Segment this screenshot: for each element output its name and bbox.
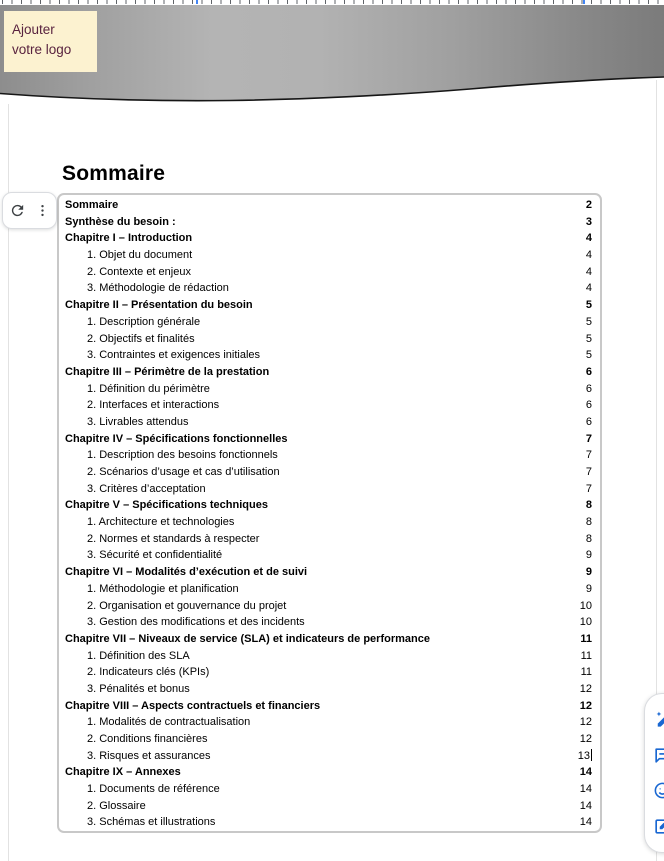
toc-entry-label: 1. Description générale [87, 315, 201, 328]
toc-entry-page: 11 [580, 632, 592, 645]
toc-entry-page: 11 [580, 666, 592, 679]
toc-entry-label: 2. Objectifs et finalités [87, 332, 195, 345]
add-comment-icon [653, 746, 664, 765]
toc-entry-label: Chapitre VIII – Aspects contractuels et financiers [65, 699, 321, 712]
suggest-edits-button[interactable] [652, 816, 664, 836]
toc-entry-label: 3. Sécurité et confidentialité [87, 549, 223, 562]
toc-entry-label: 1. Objet du document [87, 249, 193, 262]
toc-entry[interactable] [63, 698, 592, 715]
toc-entry-label: 2. Indicateurs clés (KPIs) [87, 666, 210, 679]
toc-entry[interactable] [63, 297, 592, 314]
toc-entry-page: 4 [585, 232, 592, 245]
emoji-reaction-icon [653, 781, 664, 800]
toc-entry-page: 13 [577, 749, 590, 762]
toc-entry-page: 14 [579, 766, 592, 779]
toc-entry-page: 14 [579, 799, 592, 812]
toc-entry-page: 7 [585, 449, 592, 462]
toc-entry-page: 14 [579, 816, 592, 829]
toc-entry[interactable] [63, 414, 592, 431]
toc-entry[interactable] [63, 814, 592, 831]
toc-toolbar [2, 192, 57, 229]
toc-entry-page: 12 [579, 733, 592, 745]
toc-entry-page: 9 [585, 549, 592, 562]
help-me-write-icon [653, 710, 664, 729]
logo-placeholder[interactable] [4, 11, 97, 72]
toc-entry[interactable] [63, 547, 592, 564]
toc-entry-page: 5 [585, 315, 592, 328]
toc-entry-page: 5 [585, 299, 592, 312]
toc-entry-label: 3. Pénalités et bonus [87, 682, 190, 695]
toc-entry-page: 5 [585, 332, 592, 345]
toc-entry-page: 12 [579, 682, 592, 695]
toc-entry[interactable] [63, 464, 592, 481]
toc-entry-page: 7 [585, 482, 592, 495]
toc-entry[interactable] [63, 764, 592, 781]
toc-entry-label: 1. Définition du périmètre [87, 382, 210, 395]
header-wave-graphic [0, 0, 664, 105]
toc-entry-label: Chapitre I – Introduction [65, 232, 193, 245]
toc-entry-label: Chapitre IV – Spécifications fonctionnelles [65, 432, 288, 445]
toc-entry[interactable] [63, 397, 592, 414]
toc-entry-label: 2. Glossaire [87, 799, 146, 812]
toc-entry-label: 2. Contexte et enjeux [87, 265, 191, 278]
toc-entry[interactable] [63, 748, 592, 765]
toc-entry-page: 10 [579, 616, 592, 629]
more-options-icon [35, 203, 50, 218]
text-cursor [591, 749, 592, 761]
toc-entry[interactable] [63, 431, 592, 448]
toc-entry[interactable] [63, 247, 592, 264]
toc-entry[interactable] [63, 798, 592, 815]
toc-entry-page: 14 [579, 783, 592, 796]
toc-entry-page: 4 [585, 282, 592, 295]
ruler-margin-marker[interactable] [196, 0, 198, 4]
toc-entry-page: 12 [579, 699, 592, 712]
toc-entry-page: 6 [585, 382, 592, 395]
toc-entry-label: Chapitre V – Spécifications techniques [65, 499, 268, 512]
toc-entry-label: 1. Documents de référence [87, 783, 220, 796]
toc-entry[interactable] [63, 381, 592, 398]
toc-entry[interactable] [63, 481, 592, 498]
toc-entry-label: Chapitre III – Périmètre de la prestation [65, 365, 270, 378]
toc-entry-page: 2 [585, 199, 592, 211]
toc-entry[interactable] [63, 497, 592, 514]
toc-entry-label: Chapitre II – Présentation du besoin [65, 299, 253, 312]
toc-entry-label: 2. Scénarios d’usage et cas d’utilisation [87, 466, 280, 478]
toc-list [63, 197, 592, 831]
ruler-ticks [2, 0, 664, 4]
ruler-margin-marker[interactable] [583, 0, 585, 4]
toc-entry-page: 9 [585, 566, 592, 579]
toc-entry-page: 12 [579, 716, 592, 729]
toc-entry-page: 6 [585, 365, 592, 378]
toc-entry-page: 6 [585, 415, 592, 428]
toc-entry[interactable] [63, 531, 592, 548]
toc-entry[interactable] [63, 197, 592, 214]
toc-entry-page: 8 [585, 516, 592, 529]
refresh-icon [9, 202, 26, 219]
toc-entry[interactable] [63, 681, 592, 698]
toc-entry-page: 11 [580, 649, 592, 662]
toc-entry-page: 7 [585, 432, 592, 445]
toc-entry[interactable] [63, 447, 592, 464]
table-of-contents [57, 193, 602, 833]
toc-entry[interactable] [63, 230, 592, 247]
toc-entry-label: 3. Schémas et illustrations [87, 816, 216, 829]
toc-entry-page: 8 [585, 532, 592, 545]
toc-entry[interactable] [63, 364, 592, 381]
toc-entry-label: Chapitre VII – Niveaux de service (SLA) et indicateurs de performance [65, 632, 430, 645]
toc-entry-label: 3. Méthodologie de rédaction [87, 282, 229, 295]
toc-entry-label: 3. Risques et assurances [87, 749, 211, 762]
toc-entry-label: 3. Gestion des modifications et des incidents [87, 616, 305, 629]
toc-entry[interactable] [63, 314, 592, 331]
toc-entry-label: 1. Architecture et technologies [87, 516, 235, 529]
toc-entry-label: Sommaire [65, 199, 119, 211]
toc-entry[interactable] [63, 664, 592, 681]
emoji-reaction-button[interactable] [652, 781, 664, 801]
toc-entry[interactable] [63, 598, 592, 615]
toc-entry[interactable] [63, 214, 592, 231]
toc-entry[interactable] [63, 347, 592, 364]
toc-entry-page: 9 [585, 582, 592, 595]
toc-entry-label: Chapitre IX – Annexes [65, 766, 181, 779]
help-me-write-button[interactable] [652, 710, 664, 730]
toc-entry-label: 1. Modalités de contractualisation [87, 716, 251, 729]
toc-entry-page: 10 [579, 599, 592, 612]
toc-entry[interactable] [63, 731, 592, 748]
toc-entry-label: 2. Normes et standards à respecter [87, 532, 260, 545]
toc-entry[interactable] [63, 564, 592, 581]
toc-entry[interactable] [63, 264, 592, 281]
toc-entry-page: 7 [585, 466, 592, 478]
toc-entry-page: 5 [585, 349, 592, 362]
toc-entry[interactable] [63, 280, 592, 297]
page-title: Sommaire [62, 162, 166, 185]
toc-entry-label: 1. Définition des SLA [87, 649, 190, 662]
ruler [0, 0, 664, 5]
toc-entry[interactable] [63, 581, 592, 598]
toc-entry[interactable] [63, 614, 592, 631]
toc-entry-page: 8 [585, 499, 592, 512]
more-options-button[interactable] [31, 200, 53, 222]
toc-entry-label: 3. Contraintes et exigences initiales [87, 349, 261, 362]
toc-entry[interactable] [63, 331, 592, 348]
toc-entry[interactable] [63, 781, 592, 798]
toc-entry-page: 4 [585, 265, 592, 278]
refresh-toc-button[interactable] [6, 200, 28, 222]
toc-entry-label: 3. Livrables attendus [87, 415, 189, 428]
toc-entry-label: Synthèse du besoin : [65, 215, 176, 228]
toc-entry[interactable] [63, 631, 592, 648]
logo-placeholder-line2: votre logo [12, 42, 72, 57]
toc-entry-label: 2. Interfaces et interactions [87, 399, 220, 412]
logo-placeholder-line1: Ajouter [12, 22, 55, 37]
suggest-edits-icon [653, 817, 664, 836]
toc-entry-label: 2. Conditions financières [87, 733, 208, 745]
add-comment-button[interactable] [652, 745, 664, 765]
toc-entry-label: 2. Organisation et gouvernance du projet [87, 599, 287, 612]
toc-entry-label: 3. Critères d’acceptation [87, 482, 206, 495]
toc-entry-label: 1. Méthodologie et planification [87, 582, 239, 595]
toc-entry-label: 1. Description des besoins fonctionnels [87, 449, 278, 462]
toc-entry[interactable] [63, 648, 592, 665]
toc-entry[interactable] [63, 714, 592, 731]
toc-entry[interactable] [63, 514, 592, 531]
toc-entry-label: Chapitre VI – Modalités d’exécution et de suivi [65, 566, 308, 579]
toc-entry-page: 6 [585, 399, 592, 412]
toc-entry-page: 3 [585, 215, 592, 228]
toc-entry-page: 4 [585, 249, 592, 262]
side-action-panel [644, 693, 664, 853]
